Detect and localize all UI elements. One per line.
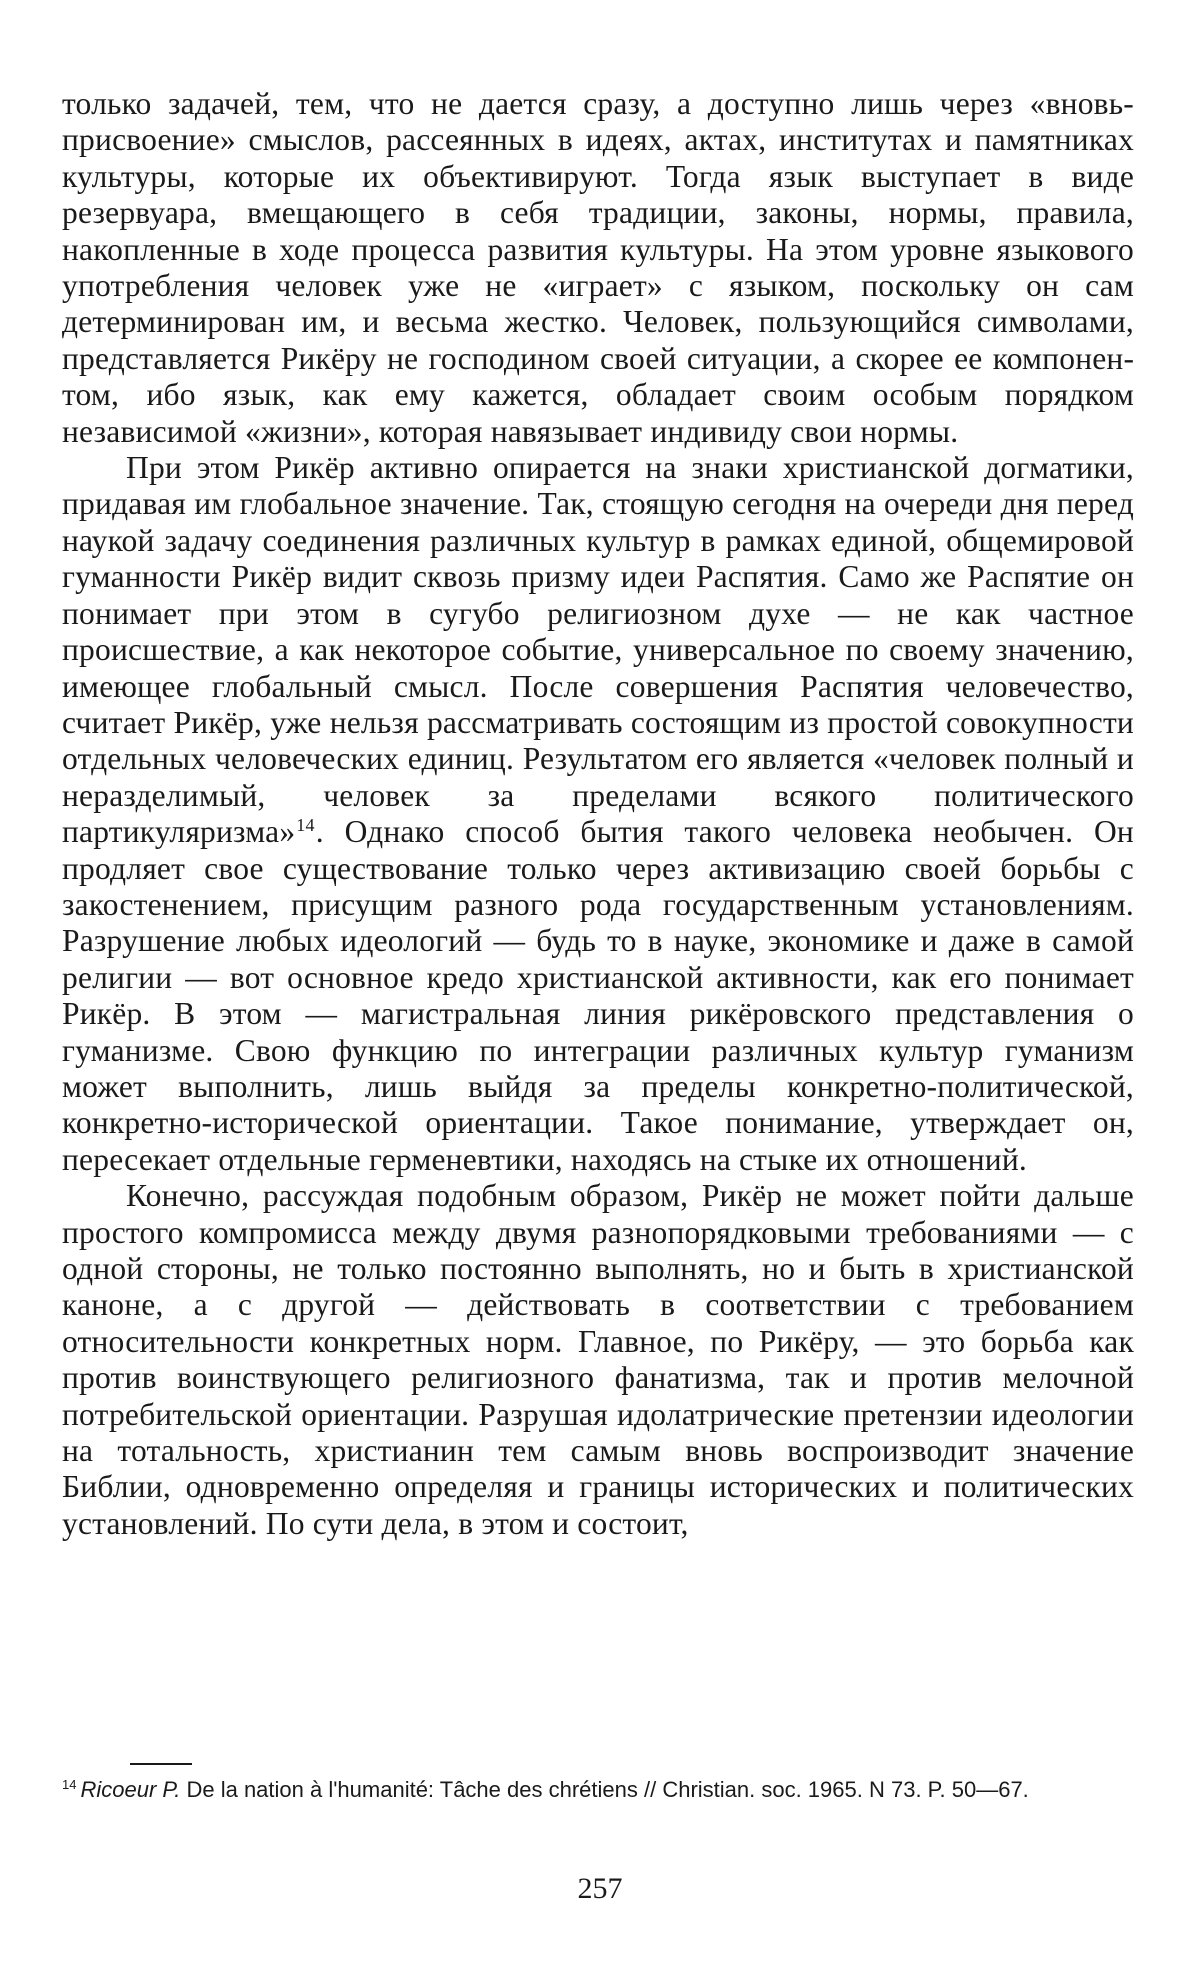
footnote-divider bbox=[130, 1763, 192, 1765]
footnote-reference[interactable]: 14 bbox=[296, 814, 315, 835]
footnote-14 bbox=[62, 1776, 1134, 1804]
footnote-text: De la nation à l'humanité: Tâche des chrétiens // Christian. soc. 1965. N 73. P. 50—67. bbox=[186, 1777, 1029, 1802]
footnote-author: Ricoeur P. bbox=[80, 1777, 181, 1802]
paragraph-rikeur-dogmatics bbox=[62, 450, 1134, 1178]
paragraph-text-part-2: . Однако способ бытия такого человека необычен. Он продляет свое существование только через активизацию своей борьбы с закостенением, присущим разного рода государственным установлениям. Разрушение любых идеологий — будь то в науке, экономике и даже в самой религии — вот основное кредо христианской активности, как его понимает Рикёр. В этом — магистральная линия рикёровского представления о гуманизме. Свою функцию по интеграции различных культур гуманизм может выполнить, лишь выйдя за пределы конкретно-политической, конкретно-исторической ориентации. Такое понимание, утверждает он, пересекает отдельные герменевтики, находясь на стыке их отношений. bbox=[62, 814, 1134, 1177]
page-number: 257 bbox=[577, 1872, 623, 1905]
paragraph-continuation: только задачей, тем, что не дается сразу, а доступно лишь через «вновь-присвоение» смыслов, рассеянных в идеях, актах, институтах и памятниках культуры, которые их объективируют. Тогда язык выступает в виде резервуара, вмещающего в себя традиции, законы, нормы, правила, накопленные в ходе процесса развития культуры. На этом уровне языкового употребления человек уже не «играет» с языком, поскольку он сам детерминирован им, и весьма жестко. Человек, пользующийся символами, представляется Рикёру не господином своей ситуации, а скорее ее компонентом, ибо язык, как ему кажется, обладает своим особым порядком независимой «жизни», которая навязывает индивиду свои нормы. bbox=[62, 86, 1134, 449]
footnote-marker: 14 bbox=[62, 1776, 77, 1792]
main-text bbox=[62, 86, 1134, 1542]
paragraph-text-part-1: При этом Рикёр активно опирается на знаки христианской догматики, придавая им глобальное значение. Так, стоящую сегодня на очереди дня перед наукой задачу соединения различных культур в рамках единой, общемировой гуманности Рикёр видит сквозь призму идеи Распятия. Само же Распятие он понимает при этом в сугубо религиозном духе — не как частное происшествие, а как некоторое событие, универсальное по своему значению, имеющее глобальный смысл. После совершения Распятия человечество, считает Рикёр, уже нельзя рассматривать состоящим из простой совокупности отдельных человеческих единиц. Результатом его является «человек полный и неразделимый, человек за пределами всякого политического партикуляризма» bbox=[62, 450, 1134, 850]
paragraph-compromise: Конечно, рассуждая подобным образом, Рикёр не может пойти дальше простого компромисса между двумя разнопорядковыми требованиями — с одной стороны, не только постоянно выполнять, но и быть в христианской каноне, а с другой — действовать в соответствии с требованием относительности конкретных норм. Главное, по Рикёру, — это борьба как против воинствующего религиозного фанатизма, так и против мелочной потребительской ориентации. Разрушая идолатрические претензии идеологии на тотальность, христианин тем самым вновь воспроизводит значение Библии, одновременно определяя и границы исторических и политических установлений. По сути дела, в этом и состоит, bbox=[62, 1178, 1134, 1541]
footnotes-section bbox=[62, 1776, 1134, 1804]
